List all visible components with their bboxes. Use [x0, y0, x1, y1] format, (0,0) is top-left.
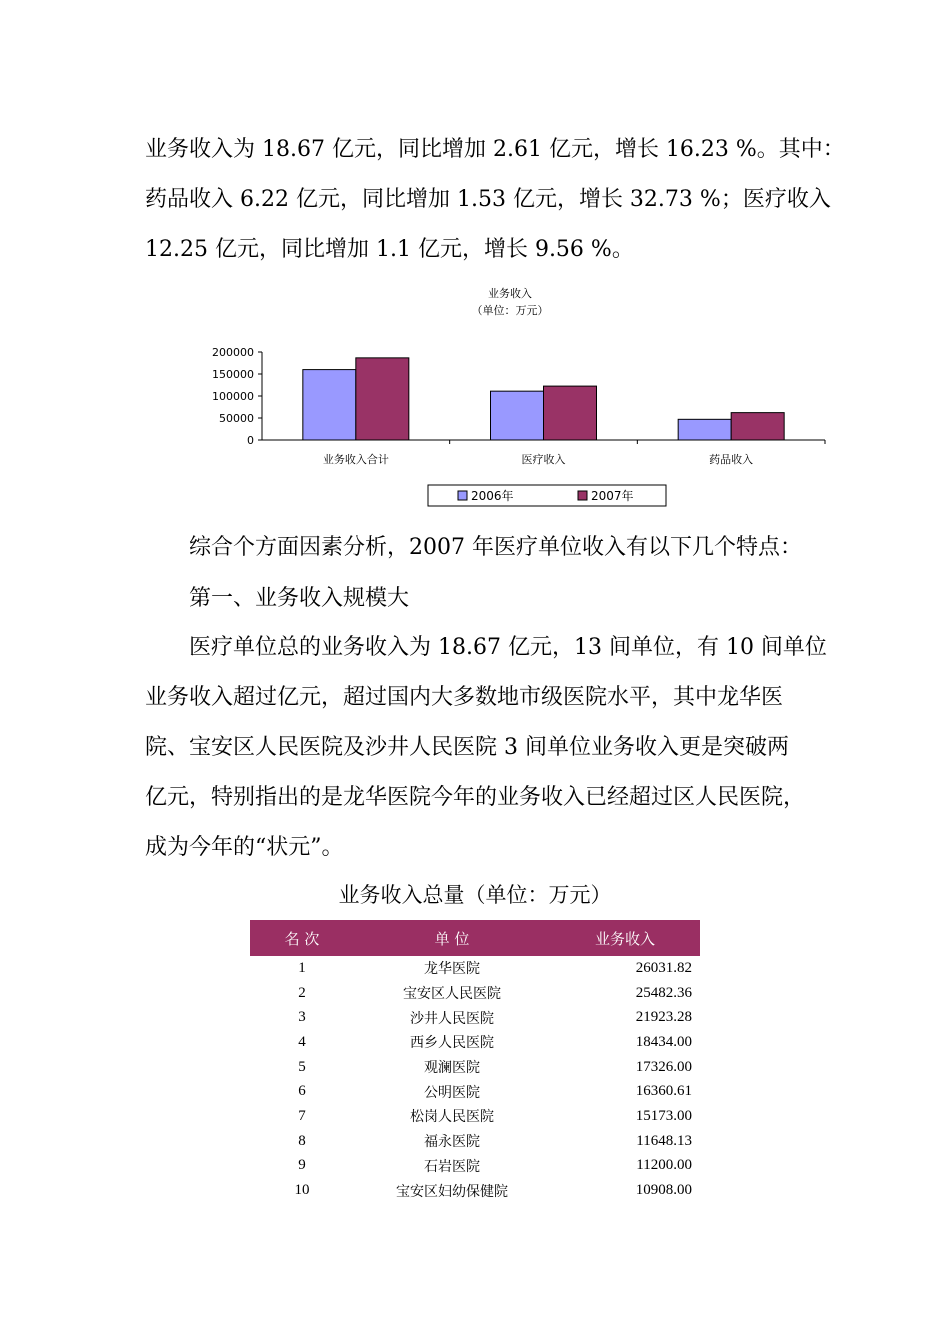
revenue-cell: 15173.00	[635, 1107, 692, 1124]
bar	[544, 386, 597, 440]
bar	[491, 391, 544, 440]
bar	[731, 413, 784, 440]
body-line: 院、宝安区人民医院及沙井人民医院 3 间单位业务收入更是突破两	[145, 735, 789, 760]
revenue-cell: 17326.00	[635, 1058, 692, 1075]
unit-cell: 宝安区妇幼保健院	[396, 1183, 508, 1200]
rank-cell: 6	[298, 1083, 306, 1100]
x-tick-label: 业务收入合计	[322, 453, 389, 466]
analysis-paragraph: 综合个方面因素分析，2007 年医疗单位收入有以下几个特点：	[189, 535, 802, 560]
unit-cell: 沙井人民医院	[410, 1010, 494, 1027]
revenue-cell: 21923.28	[635, 1009, 692, 1026]
rank-cell: 1	[298, 959, 306, 976]
unit-cell: 观澜医院	[424, 1060, 480, 1077]
body-line: 亿元，特别指出的是龙华医院今年的业务收入已经超过区人民医院，	[145, 785, 806, 810]
intro-paragraph	[145, 125, 845, 275]
y-tick-label: 150000	[212, 368, 254, 381]
intro-line: 业务收入为 18.67 亿元，同比增加 2.61 亿元，增长 16.23 %。其中：	[145, 137, 845, 162]
x-tick-label: 药品收入	[709, 453, 754, 466]
table-row	[250, 1154, 700, 1179]
header-revenue: 业务收入	[550, 920, 700, 956]
y-tick-label: 0	[247, 434, 254, 447]
intro-line: 12.25 亿元，同比增加 1.1 亿元，增长 9.56 %。	[145, 237, 634, 262]
table-row	[250, 1005, 700, 1030]
table-header-row	[250, 920, 700, 956]
header-rank: 名 次	[250, 920, 354, 956]
table-row	[250, 1030, 700, 1055]
rank-cell: 4	[298, 1033, 306, 1050]
rank-cell: 3	[298, 1009, 306, 1026]
table-row	[250, 1129, 700, 1154]
body-paragraph	[145, 623, 835, 873]
revenue-cell: 26031.82	[635, 959, 692, 976]
unit-cell: 松岗人民医院	[410, 1109, 494, 1126]
body-line: 医疗单位总的业务收入为 18.67 亿元，13 间单位，有 10 间单位	[189, 635, 827, 660]
revenue-ranking-table	[250, 920, 700, 1203]
revenue-cell: 11648.13	[636, 1132, 692, 1149]
y-tick-label: 50000	[219, 412, 254, 425]
unit-cell: 西乡人民医院	[410, 1035, 494, 1052]
table-row	[250, 981, 700, 1006]
bar	[678, 419, 731, 440]
section-heading: 第一、业务收入规模大	[189, 586, 410, 611]
chart-subtitle: （单位：万元）	[471, 304, 549, 317]
revenue-cell: 25482.36	[635, 984, 692, 1001]
header-unit: 单 位	[354, 920, 550, 956]
table-row	[250, 1055, 700, 1080]
body-line: 业务收入超过亿元，超过国内大多数地市级医院水平，其中龙华医	[145, 685, 784, 710]
body-line: 成为今年的“状元”。	[145, 835, 344, 860]
chart-title: 业务收入	[488, 287, 532, 300]
revenue-bar-chart	[195, 282, 835, 512]
rank-cell: 7	[298, 1107, 306, 1124]
legend-swatch	[458, 491, 467, 500]
legend-label: 2007年	[591, 489, 634, 503]
revenue-cell: 18434.00	[635, 1033, 692, 1050]
unit-cell: 石岩医院	[424, 1158, 480, 1175]
legend-label: 2006年	[471, 489, 514, 503]
x-tick-label: 医疗收入	[521, 453, 566, 466]
unit-cell: 宝安区人民医院	[403, 986, 501, 1003]
rank-cell: 2	[298, 984, 306, 1001]
table-row	[250, 956, 700, 981]
unit-cell: 公明医院	[424, 1084, 480, 1101]
y-tick-label: 100000	[212, 390, 254, 403]
y-tick-label: 200000	[212, 346, 254, 359]
legend-swatch	[578, 491, 587, 500]
revenue-cell: 11200.00	[636, 1157, 692, 1174]
unit-cell: 龙华医院	[424, 961, 480, 978]
rank-cell: 10	[294, 1182, 310, 1199]
revenue-cell: 16360.61	[635, 1083, 692, 1100]
table-row	[250, 1079, 700, 1104]
table-row	[250, 1104, 700, 1129]
rank-cell: 8	[298, 1132, 306, 1149]
bar	[356, 358, 409, 440]
bar	[303, 370, 356, 440]
table-row	[250, 1178, 700, 1203]
table-title: 业务收入总量（单位：万元）	[338, 883, 612, 907]
unit-cell: 福永医院	[424, 1134, 480, 1151]
rank-cell: 9	[298, 1157, 306, 1174]
rank-cell: 5	[298, 1058, 306, 1075]
revenue-cell: 10908.00	[635, 1182, 692, 1199]
intro-line: 药品收入 6.22 亿元，同比增加 1.53 亿元，增长 32.73 %；医疗收入	[145, 187, 831, 212]
